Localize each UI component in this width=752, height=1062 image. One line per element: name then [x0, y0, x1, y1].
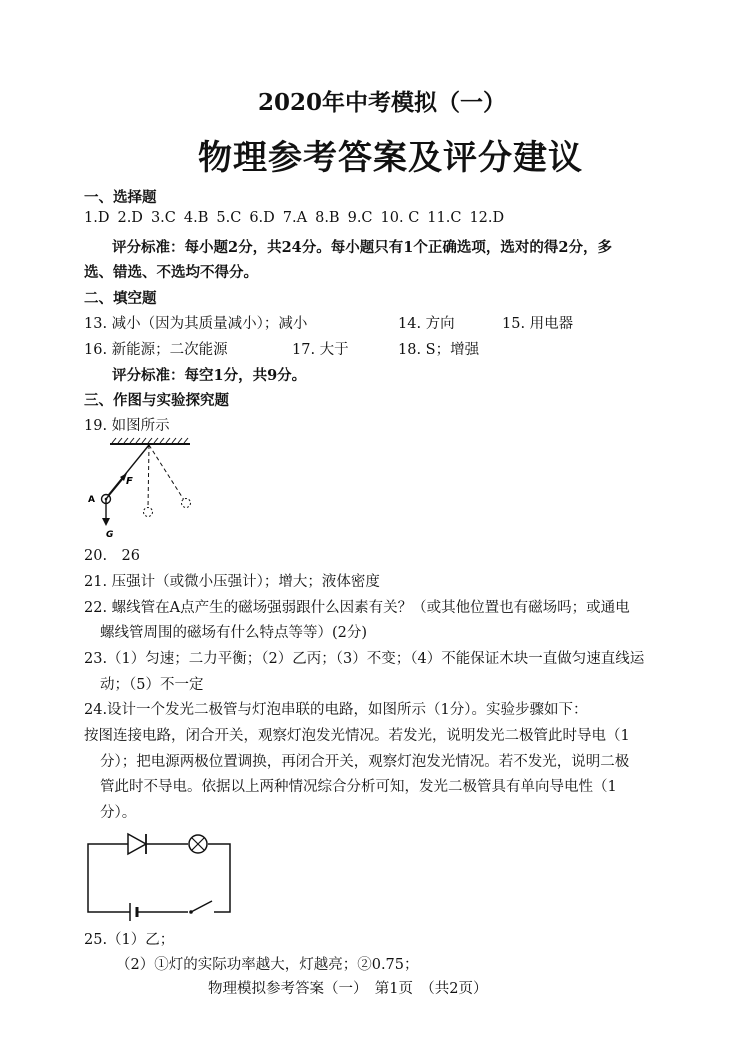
force-f-arrow-line — [106, 476, 125, 499]
choice-answer: 2.D — [117, 210, 143, 226]
section-heading-fill: 二、填空题 — [84, 290, 157, 307]
answer-17: 17. 大于 — [292, 342, 349, 358]
answer-23-line1: 23.（1）匀速；二力平衡；（2）乙丙；（3）不变；（4）不能保证木块一直做匀速直线运 — [84, 651, 645, 667]
answer-21: 21. 压强计（或微小压强计）；增大；液体密度 — [84, 574, 380, 590]
answer-24-line4: 管此时不导电。依据以上两种情况综合分析可知，发光二极管具有单向导电性（1 — [100, 779, 617, 795]
dashed-string-right — [149, 445, 184, 500]
answer-24-line1: 24.设计一个发光二极管与灯泡串联的电路，如图所示（1分）。实验步骤如下： — [84, 702, 588, 718]
section-heading-choice: 一、选择题 — [84, 189, 157, 206]
criteria-choice-line2: 选、错选、不选均不得分。 — [84, 264, 258, 281]
label-a: A — [88, 495, 95, 505]
answer-25-line2: （2）①灯的实际功率越大，灯越亮；②0.75； — [116, 957, 419, 973]
answer-13: 13. 减小（因为其质量减小）；减小 — [84, 316, 308, 332]
choice-answer: 11.C — [427, 210, 462, 226]
pendulum-figure — [80, 436, 210, 540]
criteria-choice-line1: 评分标准：每小题2分，共24分。每小题只有1个正确选项，选对的得2分，多 — [112, 239, 612, 256]
page-footer: 物理模拟参考答案（一） 第1页 （共2页） — [208, 981, 488, 997]
answer-19: 19. 如图所示 — [84, 418, 170, 434]
circuit-wire-left — [88, 844, 128, 912]
choice-answer: 7.A — [282, 210, 308, 226]
dashed-ball-bottom — [144, 508, 153, 517]
ceiling-hatch — [112, 438, 188, 443]
label-f: F — [126, 476, 133, 487]
choice-answer: 5.C — [216, 210, 242, 226]
exam-title: 2020年中考模拟（一） — [258, 89, 507, 116]
answer-24-line5: 分）。 — [100, 805, 137, 821]
page-title: 物理参考答案及评分建议 — [198, 138, 583, 178]
answer-15: 15. 用电器 — [502, 316, 574, 332]
answer-16: 16. 新能源；二次能源 — [84, 342, 228, 358]
choice-answer: 6.D — [249, 210, 275, 226]
choice-answer: 1.D — [84, 210, 110, 226]
dashed-string-vertical — [148, 445, 149, 508]
choice-answer: 12.D — [469, 210, 505, 226]
choice-answer: 8.B — [315, 210, 340, 226]
answer-24-line2: 按图连接电路，闭合开关，观察灯泡发光情况。若发光，说明发光二极管此时导电（1 — [84, 728, 630, 744]
circuit-diagram — [84, 826, 236, 922]
choice-answers-row — [84, 210, 512, 226]
answer-22-line1: 22. 螺线管在A点产生的磁场强弱跟什么因素有关？（或其他位置也有磁场吗；或通电 — [84, 600, 630, 616]
choice-answer: 4.B — [183, 210, 209, 226]
answer-25-line1: 25.（1）乙； — [84, 932, 175, 948]
section-heading-experiment: 三、作图与实验探究题 — [84, 392, 229, 409]
choice-answer: 9.C — [347, 210, 373, 226]
answer-20: 20. 26 — [84, 548, 141, 564]
answer-22-line2: 螺线管周围的磁场有什么特点等等）(2分) — [100, 625, 368, 641]
answer-14: 14. 方向 — [398, 316, 455, 332]
criteria-fill: 评分标准：每空1分，共9分。 — [112, 367, 307, 384]
choice-answer: 3.C — [150, 210, 176, 226]
answer-24-line3: 分）；把电源两极位置调换，再闭合开关，观察灯泡发光情况。若不发光，说明二极 — [100, 754, 630, 770]
label-g: G — [106, 530, 114, 540]
choice-answer: 10. C — [380, 210, 420, 226]
dashed-ball-right — [182, 499, 191, 508]
answer-18: 18. S；增强 — [398, 342, 480, 358]
answer-23-line2: 动；（5）不一定 — [100, 677, 204, 693]
diode-icon — [128, 834, 146, 854]
switch-icon — [191, 901, 212, 912]
pendulum-string — [106, 445, 149, 498]
gravity-arrowhead — [102, 518, 110, 526]
